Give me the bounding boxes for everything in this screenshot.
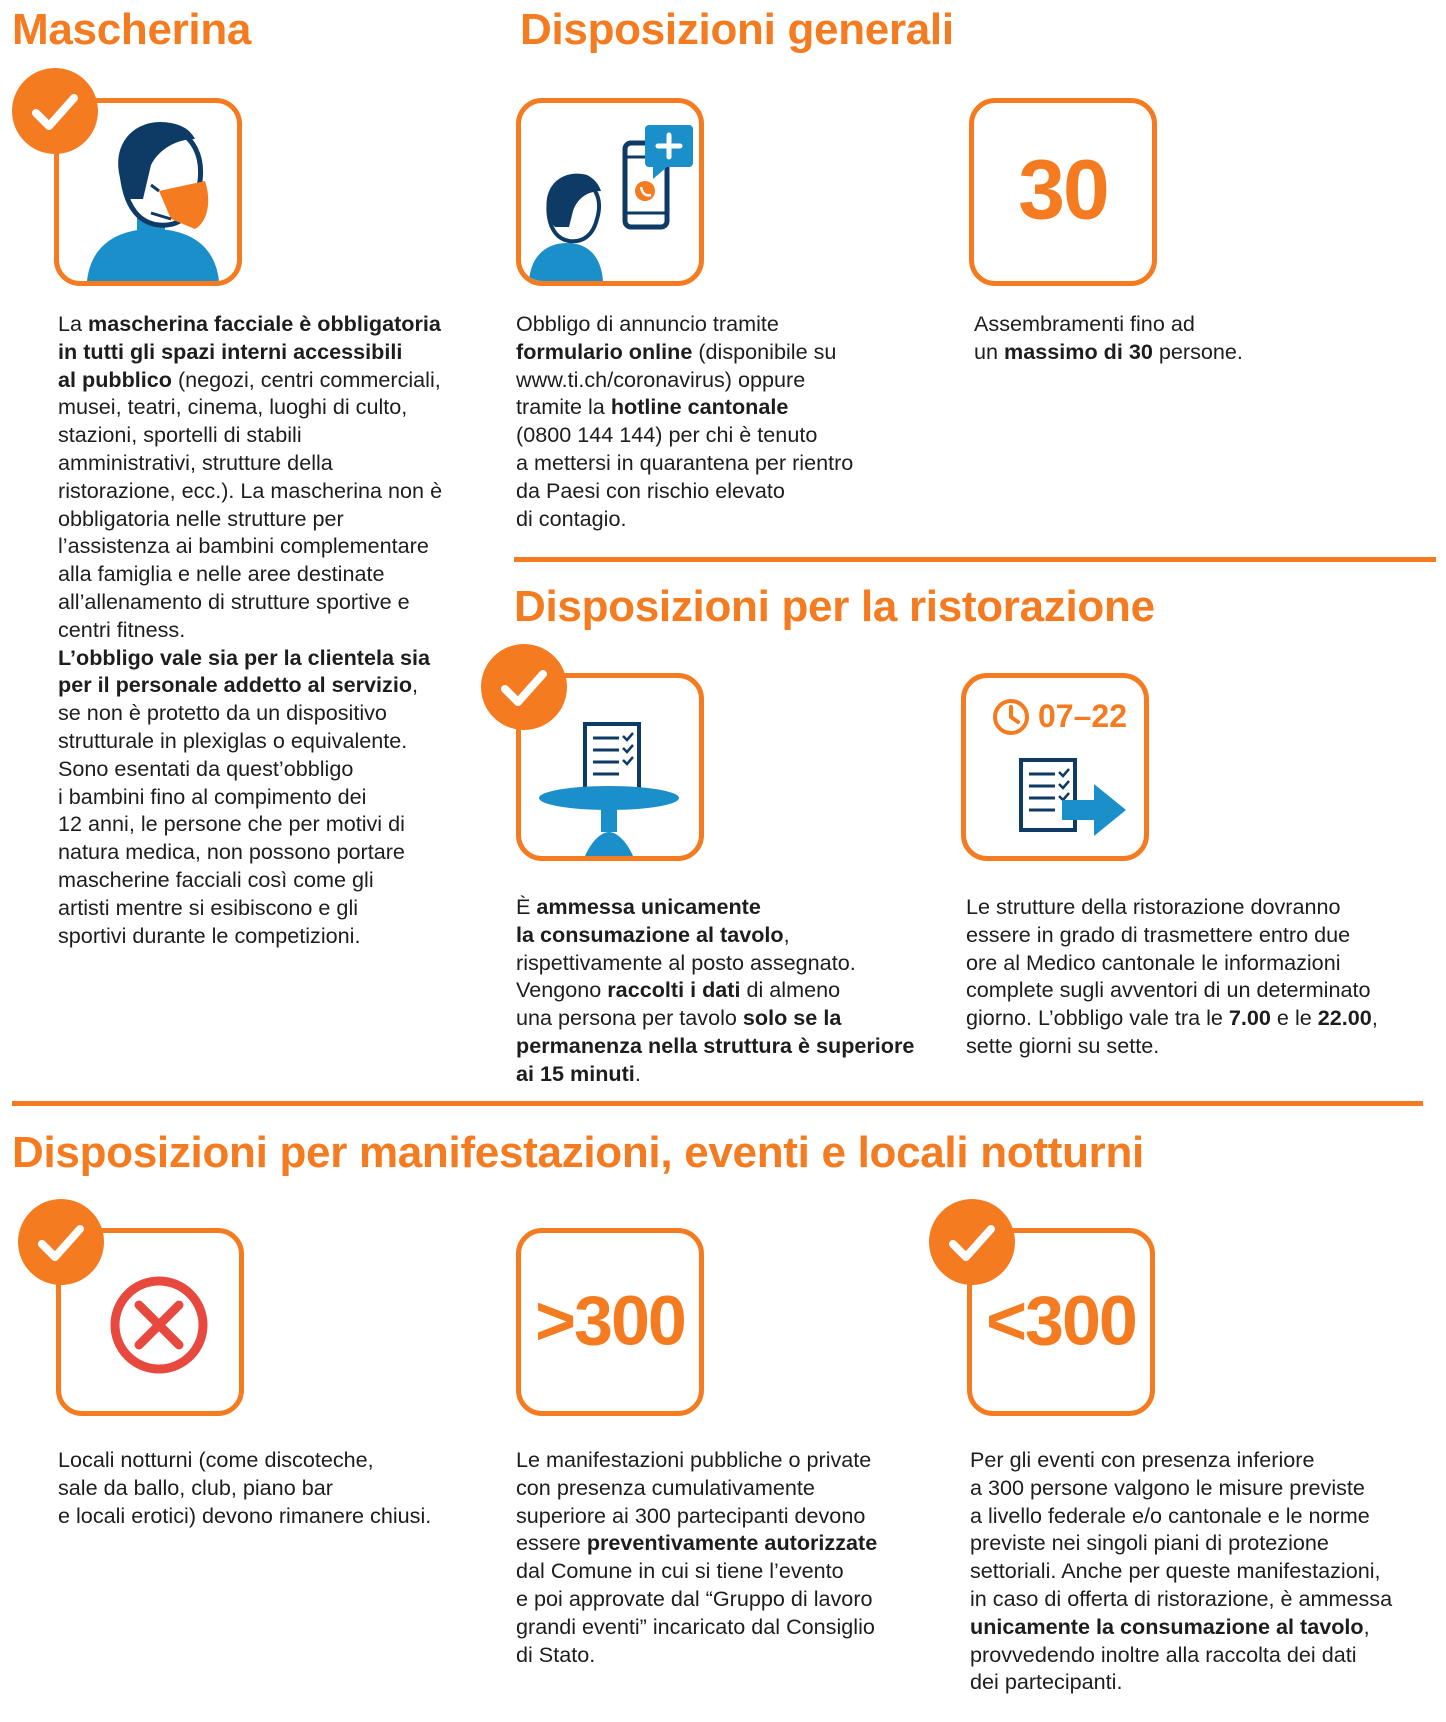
gathering-number: 30 [1018,142,1108,237]
section-title-manifestazioni: Disposizioni per manifestazioni, eventi e locali notturni [12,1128,1144,1177]
person-phone-add-icon [521,103,699,281]
nightclubs-description: Locali notturni (come discoteche, sale da ballo, club, piano bar e locali erotici) devono rimanere chiusi. [58,1447,432,1528]
section-title-ristorazione: Disposizioni per la ristorazione [514,582,1155,631]
under300-description: Per gli eventi con presenza inferiore a 300 persone valgono le misure previste a livello federale e/o cantonale e le norme previste nei singoli piani di protezione settoriali. Anche per queste manifestazioni, in caso di offerta di ristorazione, è ammessa unicamente la consumazione al tavolo, provvedendo inoltre alla raccolta dei dati dei partecipanti. [970,1447,1393,1695]
check-badge-icon [929,1199,1015,1285]
hours-label: 07–22 [1038,698,1127,734]
over300-description: Le manifestazioni pubbliche o private con presenza cumulativamente superiore ai 300 partecipanti devono essere preventivamente autorizzate dal Comune in cui si tiene l’evento e poi approvate dal “Gruppo di lavoro grandi eventi” incaricato dal Consiglio di Stato. [516,1447,878,1667]
check-badge-icon [12,68,98,154]
check-badge-icon [18,1199,104,1285]
announce-description: Obbligo di annuncio tramite formulario online (disponibile su www.ti.ch/coronavirus) oppure tramite la hotline cantonale (0800 144 144) per chi è tenuto a mettersi in quarantena per rientro da Paesi con rischio elevato di contagio. [516,311,854,531]
announce-icon-box [516,98,704,286]
gathering-icon-box [969,98,1157,286]
section-title-generali: Disposizioni generali [520,5,954,54]
gathering-description: Assembramenti fino ad un massimo di 30 persone. [974,311,1243,364]
hours-description: Le strutture della ristorazione dovranno essere in grado di trasmettere entro due ore al Medico cantonale le informazioni complete sugli avventori di un determinato giorno. L’obbligo vale tra le 7.00 e le 22.00, sette giorni su sette. [966,894,1378,1058]
mask-description: La mascherina facciale è obbligatoria in tutti gli spazi interni accessibili al pubblico (negozi, centri commerciali, musei, teatri, cinema, luoghi di culto, stazioni, sportelli di stabili amministrativi, strutture della ristorazione, ecc.). La mascherina non è obbligatoria nelle strutture per l’assistenza ai bambini complementare alla famiglia e nelle aree destinate all’allenamento di strutture sportive e centri fitness. L’obbligo vale sia per la clientela sia per il personale addetto al servizio, se non è protetto da un dispositivo strutturale in plexiglas o equivalente. Sono esentati da quest’obbligo i bambini fino al compimento dei 12 anni, le persone che per motivi di natura medica, non possono portare mascherine facciali così come gli artisti mentre si esibiscono e gli sportivi durante le competizioni. [58,311,443,948]
section-title-mascherina: Mascherina [12,5,252,54]
table-description: È ammessa unicamente la consumazione al tavolo, rispettivamente al posto assegnato. Vengono raccolti i dati di almeno una persona per tavolo solo se la permanenza nella struttura è superiore ai 15 minuti. [516,894,915,1086]
divider [12,1101,1423,1106]
check-badge-icon [481,644,567,730]
under300-number: <300 [986,1281,1136,1360]
divider [514,557,1436,562]
over300-number: >300 [535,1281,685,1360]
over300-icon-box [516,1228,704,1416]
hours-icon-box [961,673,1149,861]
